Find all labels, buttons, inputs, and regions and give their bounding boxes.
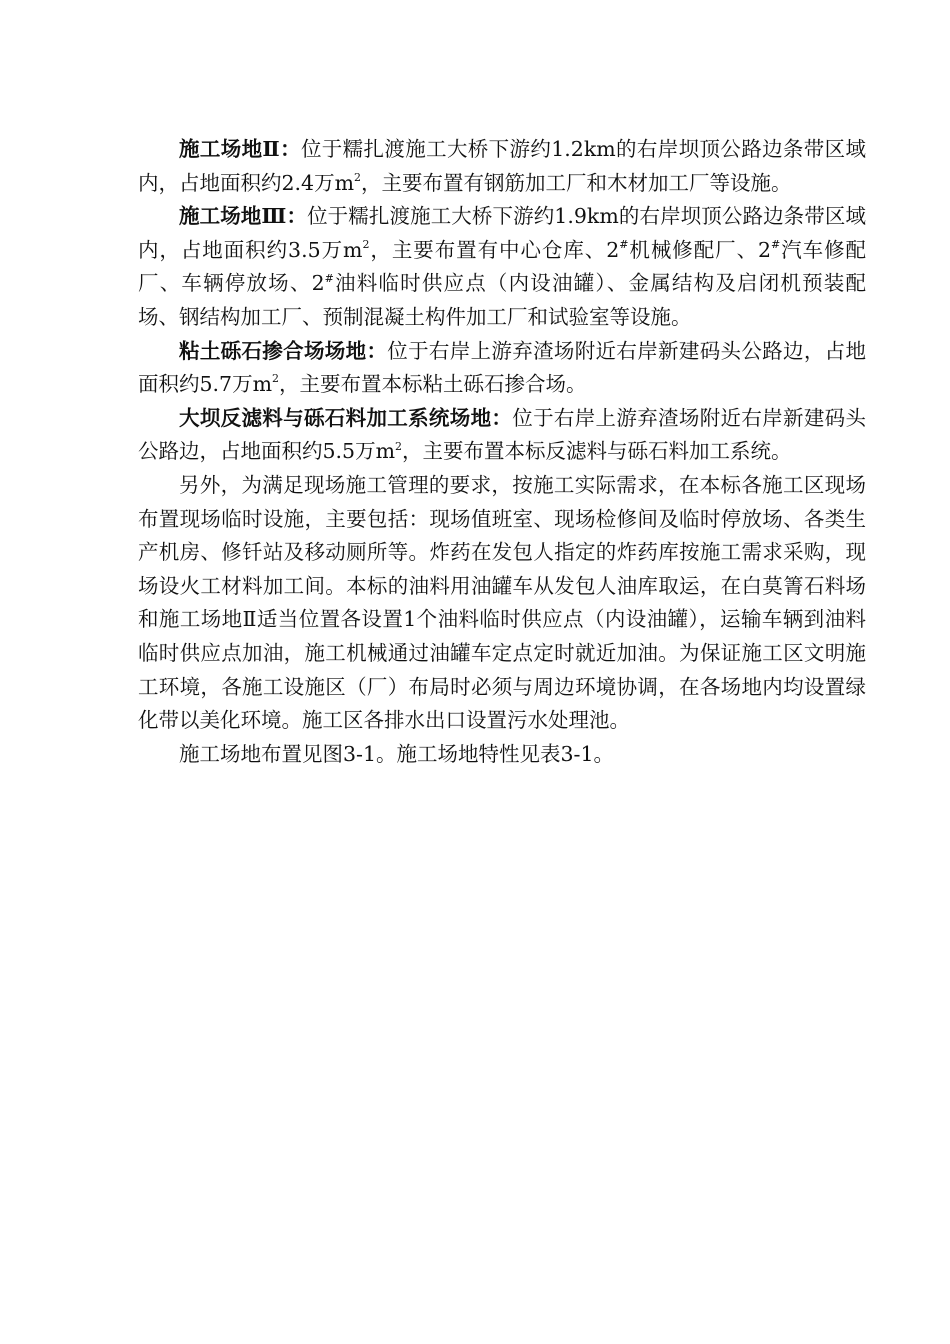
paragraph-site-2 xyxy=(138,133,866,200)
site-3-text-3: 机械修配厂、2 xyxy=(628,237,772,262)
superscript: # xyxy=(771,237,781,251)
clay-gravel-text: 位于右岸上游弃渣场附近右岸新建码头公路边，占地面积约5.7万m xyxy=(138,338,866,397)
site-2-text: 位于糯扎渡施工大桥下游约1.2km的右岸坝顶公路边条带区域内，占地面积约2.4万m xyxy=(138,137,866,195)
layout-reference-text: 施工场地布置见图3-1。施工场地特性见表3-1。 xyxy=(179,741,615,766)
paragraph-site-3 xyxy=(138,200,866,334)
filter-material-tail: ，主要布置本标反滤料与砾石料加工系统。 xyxy=(402,439,792,464)
filter-material-label: 大坝反滤料与砾石料加工系统场地： xyxy=(179,405,513,430)
paragraph-clay-gravel-site xyxy=(138,335,866,402)
site-3-text-2: ，主要布置有中心仓库、2 xyxy=(369,237,620,262)
paragraph-layout-reference xyxy=(138,738,866,772)
superscript: # xyxy=(324,271,334,285)
superscript: # xyxy=(619,237,629,251)
superscript: 2 xyxy=(354,170,362,184)
filter-material-text: 位于右岸上游弃渣场附近右岸新建码头公路边，占地面积约5.5万m xyxy=(138,405,866,464)
site-3-text-5: 油料临时供应点（内设油罐）、金属结构及启闭机预装配场、钢结构加工厂、预制混凝土构件加工厂和试验室等设施。 xyxy=(138,271,867,329)
site-3-text-1: 位于糯扎渡施工大桥下游约1.9km的右岸坝顶公路边条带区域内，占地面积约3.5万m xyxy=(138,204,866,262)
clay-gravel-label: 粘土砾石掺合场场地： xyxy=(179,338,388,363)
site-3-label: 施工场地Ⅲ： xyxy=(179,204,308,229)
document-page xyxy=(138,133,866,771)
superscript: 2 xyxy=(395,439,403,453)
superscript: 2 xyxy=(272,372,280,386)
temporary-facilities-text: 另外，为满足现场施工管理的要求，按施工实际需求，在本标各施工区现场布置现场临时设施，主要包括：现场值班室、现场检修间及临时停放场、各类生产机房、修钎站及移动厕所等。炸药在发包人指定的炸药库按施工需求采购，现场设火工材料加工间。本标的油料用油罐车从发包人油库取运，在白莫箐石料场和施工场地Ⅱ适当位置各设置1个油料临时供应点（内设油罐），运输车辆到油料临时供应点加油，施工机械通过油罐车定点定时就近加油。为保证施工区文明施工环境，各施工设施区（厂）布局时必须与周边环境协调，在各场地内均设置绿化带以美化环境。施工区各排水出口设置污水处理池。 xyxy=(138,472,866,733)
site-2-tail: ，主要布置有钢筋加工厂和木材加工厂等设施。 xyxy=(361,170,792,195)
paragraph-filter-material-site xyxy=(138,402,866,469)
paragraph-temporary-facilities xyxy=(138,469,866,738)
superscript: 2 xyxy=(362,237,370,251)
site-3-text-4: 汽车修配厂、车辆停放场、2 xyxy=(138,237,867,296)
clay-gravel-tail: ，主要布置本标粘土砾石掺合场。 xyxy=(279,372,587,397)
site-2-label: 施工场地Ⅱ： xyxy=(179,137,301,161)
